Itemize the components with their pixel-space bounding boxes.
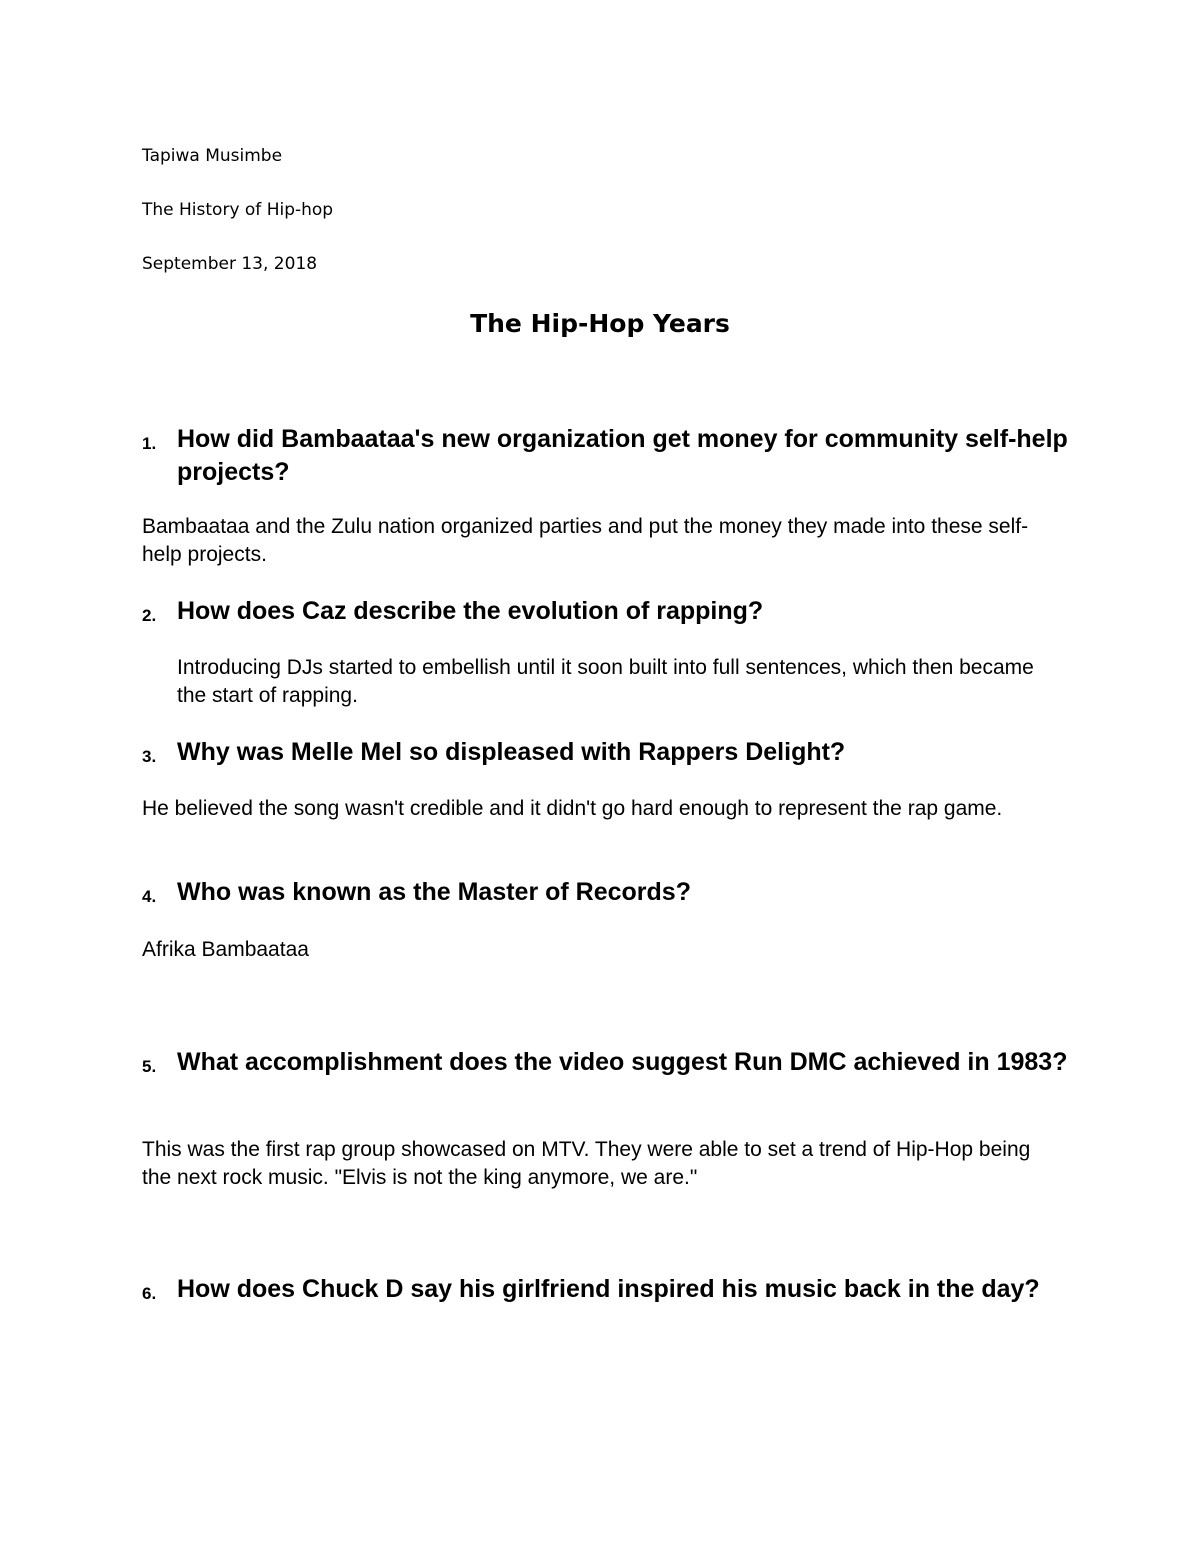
document-title: The Hip-Hop Years [470, 309, 730, 338]
question-number: 6. [142, 1284, 157, 1303]
answer-2: Introducing DJs started to embellish until it soon built into full sentences, which then became the start of rapping. [177, 656, 1034, 707]
question-number: 5. [142, 1057, 157, 1076]
author-name: Tapiwa Musimbe [142, 146, 283, 166]
question-number: 2. [142, 606, 157, 625]
question-number: 4. [142, 887, 157, 906]
question-text: What accomplishment does the video suggest Run DMC achieved in 1983? [177, 1048, 1068, 1076]
question-number: 3. [142, 747, 157, 766]
question-text: Why was Melle Mel so displeased with Rappers Delight? [177, 738, 846, 766]
answer-1: Bambaataa and the Zulu nation organized parties and put the money they made into these self-help projects. [142, 515, 1029, 566]
answer-3: He believed the song wasn't credible and it didn't go hard enough to represent the rap game. [142, 797, 1003, 820]
question-4 [142, 876, 1072, 909]
answer-5: This was the first rap group showcased on MTV. They were able to set a trend of Hip-Hop being the next rock music. "Elvis is not the king anymore, we are." [142, 1138, 1031, 1189]
question-text: How does Caz describe the evolution of rapping? [177, 597, 764, 625]
question-2 [142, 595, 1072, 628]
question-1 [142, 423, 1072, 489]
question-6 [142, 1273, 1072, 1306]
question-3 [142, 736, 1072, 769]
document-date: September 13, 2018 [142, 254, 318, 274]
question-5 [142, 1046, 1072, 1079]
answer-4: Afrika Bambaataa [142, 938, 309, 961]
question-text: Who was known as the Master of Records? [177, 878, 691, 906]
question-text: How does Chuck D say his girlfriend inspired his music back in the day? [177, 1275, 1040, 1303]
question-number: 1. [142, 434, 157, 453]
question-text: How did Bambaataa's new organization get money for community self-help projects? [177, 425, 1068, 486]
course-name: The History of Hip-hop [142, 200, 334, 220]
